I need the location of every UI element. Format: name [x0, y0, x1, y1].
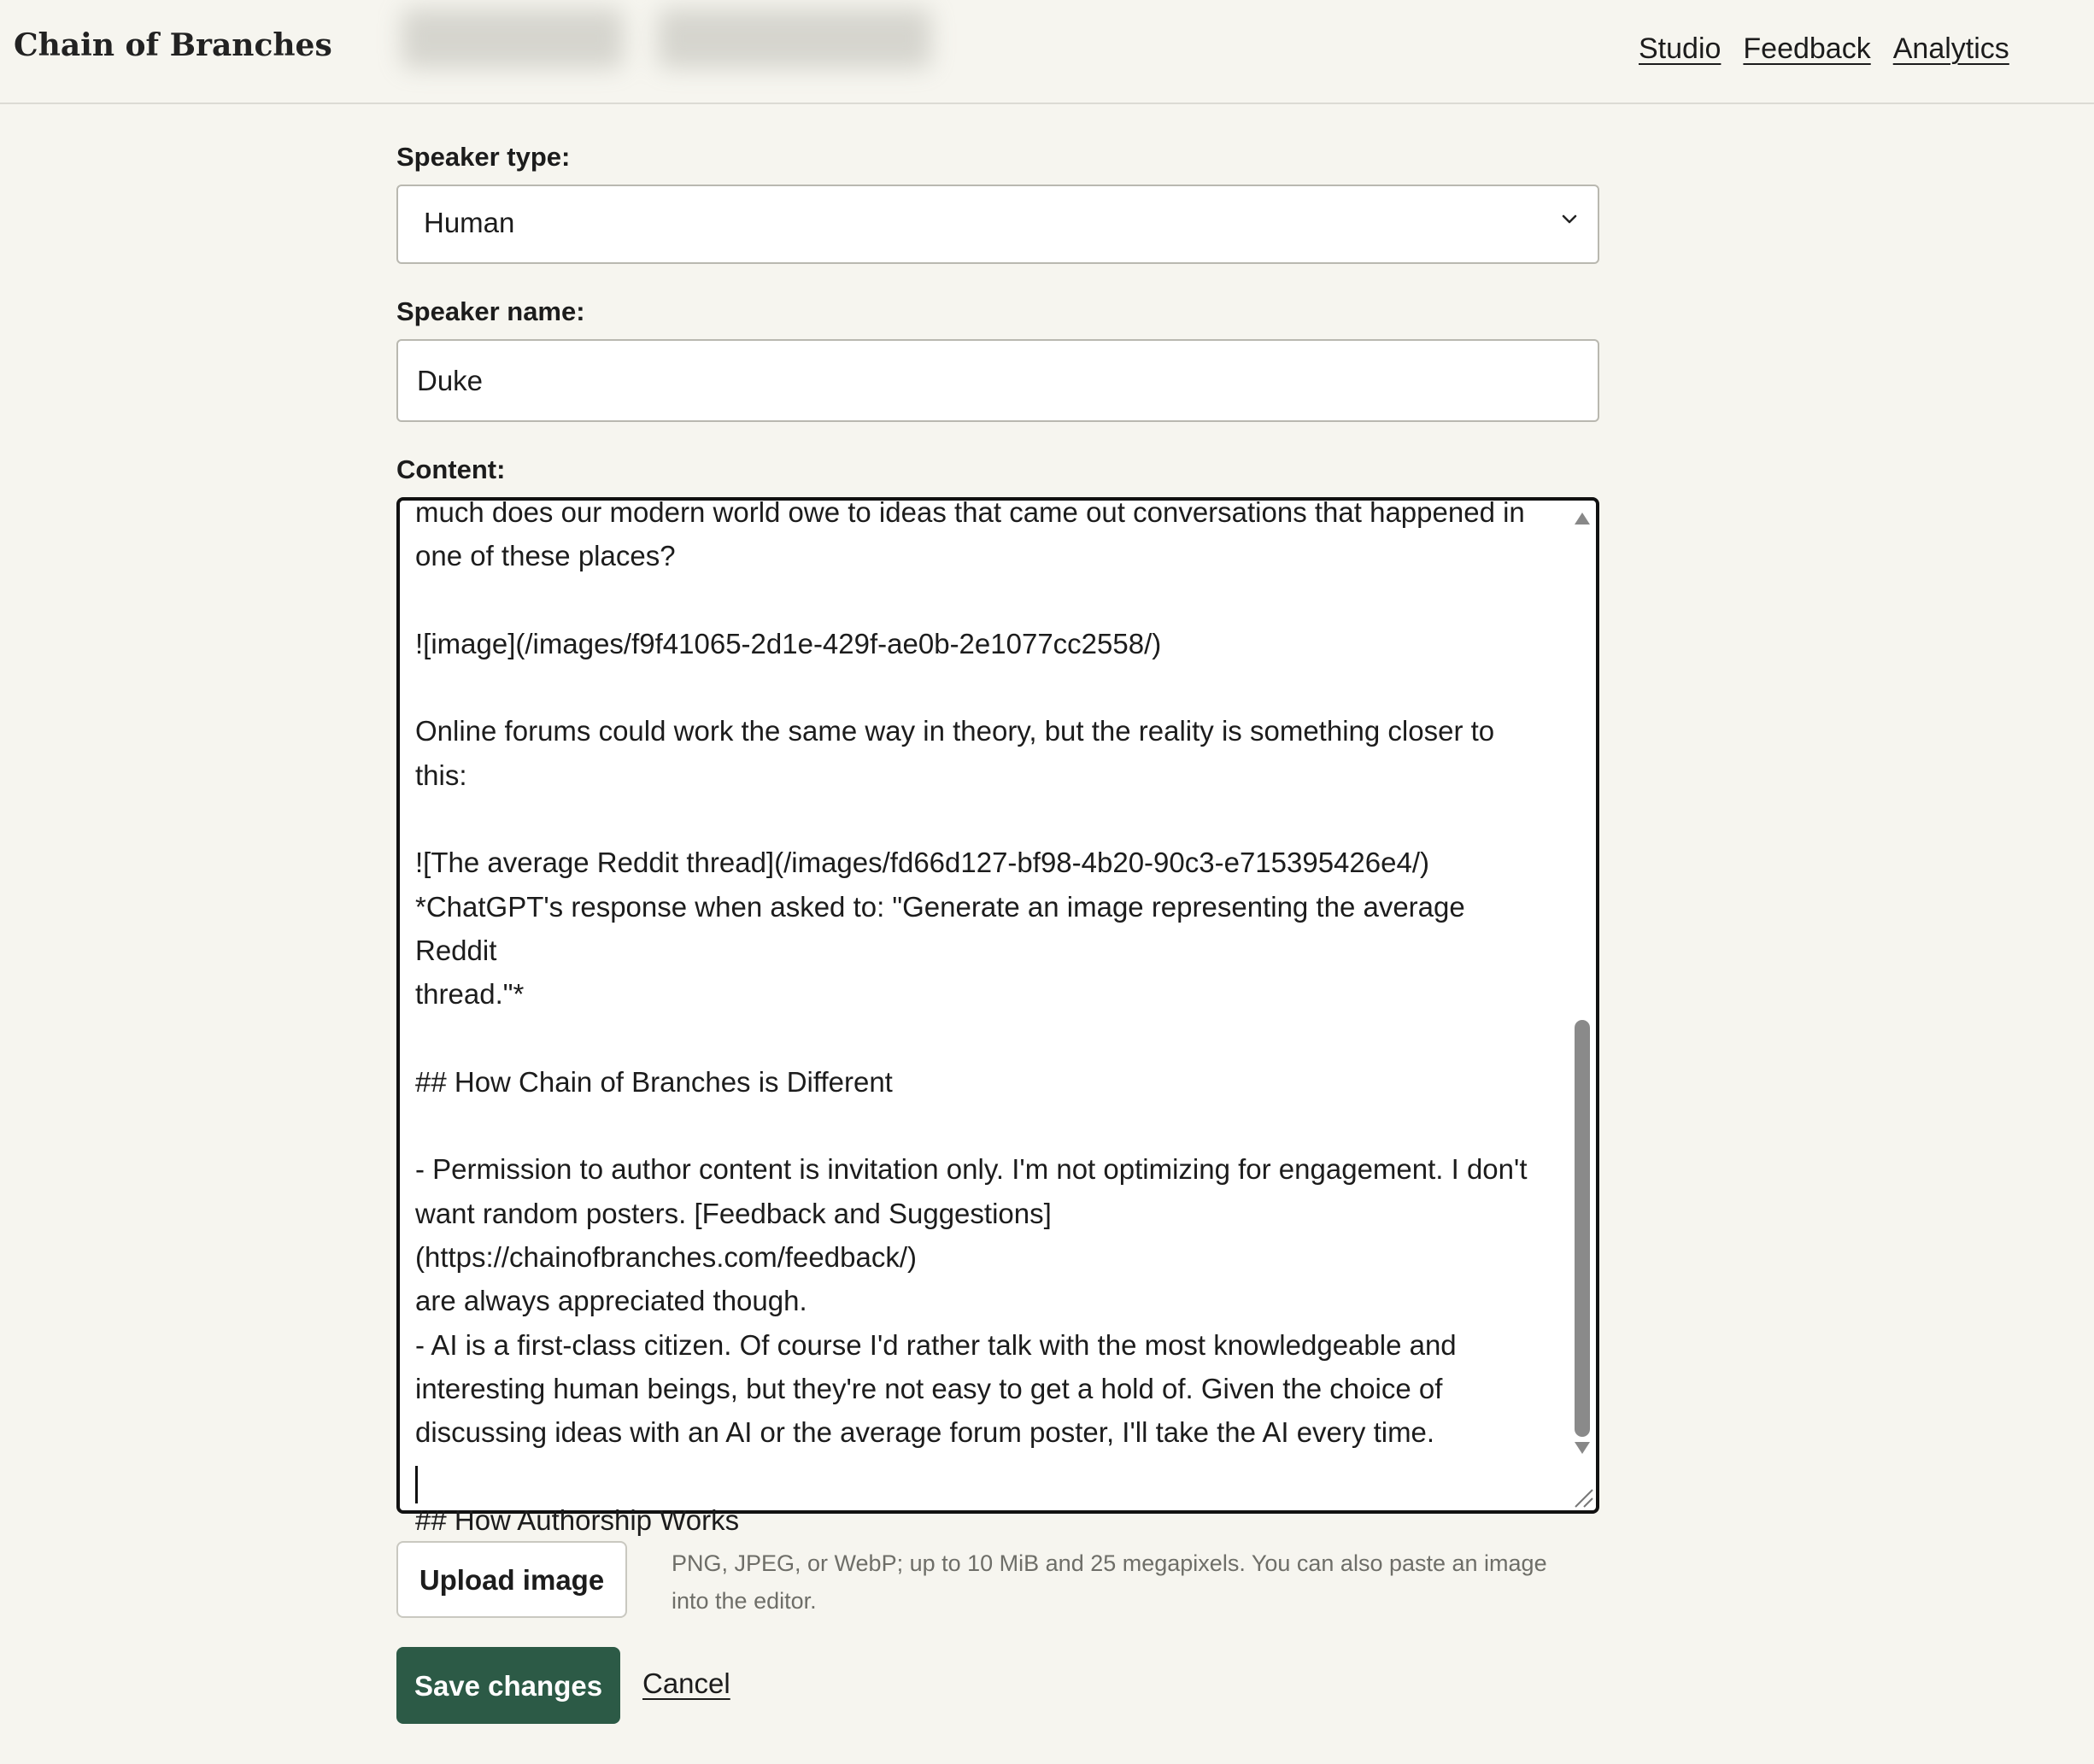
content-text — [415, 490, 1551, 1585]
scroll-down-arrow-icon[interactable] — [1575, 1442, 1590, 1454]
content-line — [415, 578, 1551, 622]
content-line — [415, 1104, 1551, 1147]
content-line: are always appreciated though. — [415, 1285, 807, 1317]
content-line: want random posters. [Feedback and Suggestions](https://chainofbranches.com/feedback/) — [415, 1197, 1052, 1274]
upload-row — [396, 1541, 1599, 1620]
content-line: ## How Chain of Branches is Different — [415, 1065, 893, 1098]
speaker-name-input[interactable] — [396, 339, 1599, 422]
main-nav — [1639, 32, 2009, 66]
content-line: ![The average Reddit thread](/images/fd66d127-bf98-4b20-90c3-e715395426e4/) — [415, 847, 1429, 879]
content-textarea[interactable] — [396, 496, 1599, 1536]
content-line: Online forums could work the same way in theory, but the reality is something closer to this: — [415, 715, 1503, 791]
nav-link-studio[interactable]: Studio — [1639, 32, 1722, 65]
message-edit-form — [396, 103, 1599, 1724]
nav-link-analytics[interactable]: Analytics — [1892, 32, 2009, 65]
top-navigation-bar — [0, 0, 2094, 104]
content-line: much does our modern world owe to ideas that came out conversations that happened in — [415, 496, 1525, 528]
save-changes-button[interactable]: Save changes — [396, 1647, 620, 1724]
content-line: *ChatGPT's response when asked to: "Generate an image representing the average Reddit — [415, 890, 1473, 966]
speaker-type-value: Human — [424, 207, 515, 238]
speaker-name-value: Duke — [417, 365, 484, 396]
content-line: - Permission to author content is invitation only. I'm not optimizing for engagement. I don't — [415, 1153, 1528, 1186]
content-line — [415, 797, 1551, 841]
scroll-up-arrow-icon[interactable] — [1575, 513, 1590, 525]
content-line: ## How Authorship Works — [415, 1503, 740, 1536]
content-line: ![image](/images/f9f41065-2d1e-429f-ae0b-2e1077cc2558/) — [415, 627, 1162, 659]
form-actions — [396, 1647, 1599, 1724]
site-brand[interactable]: Chain of Branches — [14, 27, 332, 63]
upload-image-button[interactable]: Upload image — [396, 1541, 627, 1618]
speaker-type-label: Speaker type: — [396, 142, 571, 172]
content-scrollbar[interactable] — [1572, 507, 1592, 1490]
content-line: interesting human beings, but they're not easy to get a hold of. Given the choice of — [415, 1372, 1443, 1404]
content-line — [415, 1017, 1551, 1060]
nav-link-feedback[interactable]: Feedback — [1743, 32, 1871, 65]
resize-handle-icon[interactable] — [1563, 1478, 1594, 1509]
content-line — [415, 1455, 1551, 1498]
cancel-link[interactable]: Cancel — [642, 1667, 730, 1699]
blurred-heading-artifact — [402, 0, 974, 85]
speaker-name-label: Speaker name: — [396, 296, 585, 326]
content-line — [415, 665, 1551, 709]
upload-hint: PNG, JPEG, or WebP; up to 10 MiB and 25 megapixels. You can also paste an image into the editor. — [672, 1550, 1547, 1614]
content-line: thread."* — [415, 978, 525, 1011]
content-line: one of these places? — [415, 540, 676, 572]
chevron-down-icon — [1557, 207, 1582, 232]
content-line: - AI is a first-class citizen. Of course I'd rather talk with the most knowledgeable and — [415, 1328, 1457, 1361]
content-label: Content: — [396, 454, 506, 484]
speaker-type-select[interactable] — [396, 185, 1599, 264]
content-line: discussing ideas with an AI or the average forum poster, I'll take the AI every time. — [415, 1416, 1435, 1449]
text-caret — [415, 1466, 418, 1503]
scrollbar-thumb[interactable] — [1575, 1020, 1590, 1437]
